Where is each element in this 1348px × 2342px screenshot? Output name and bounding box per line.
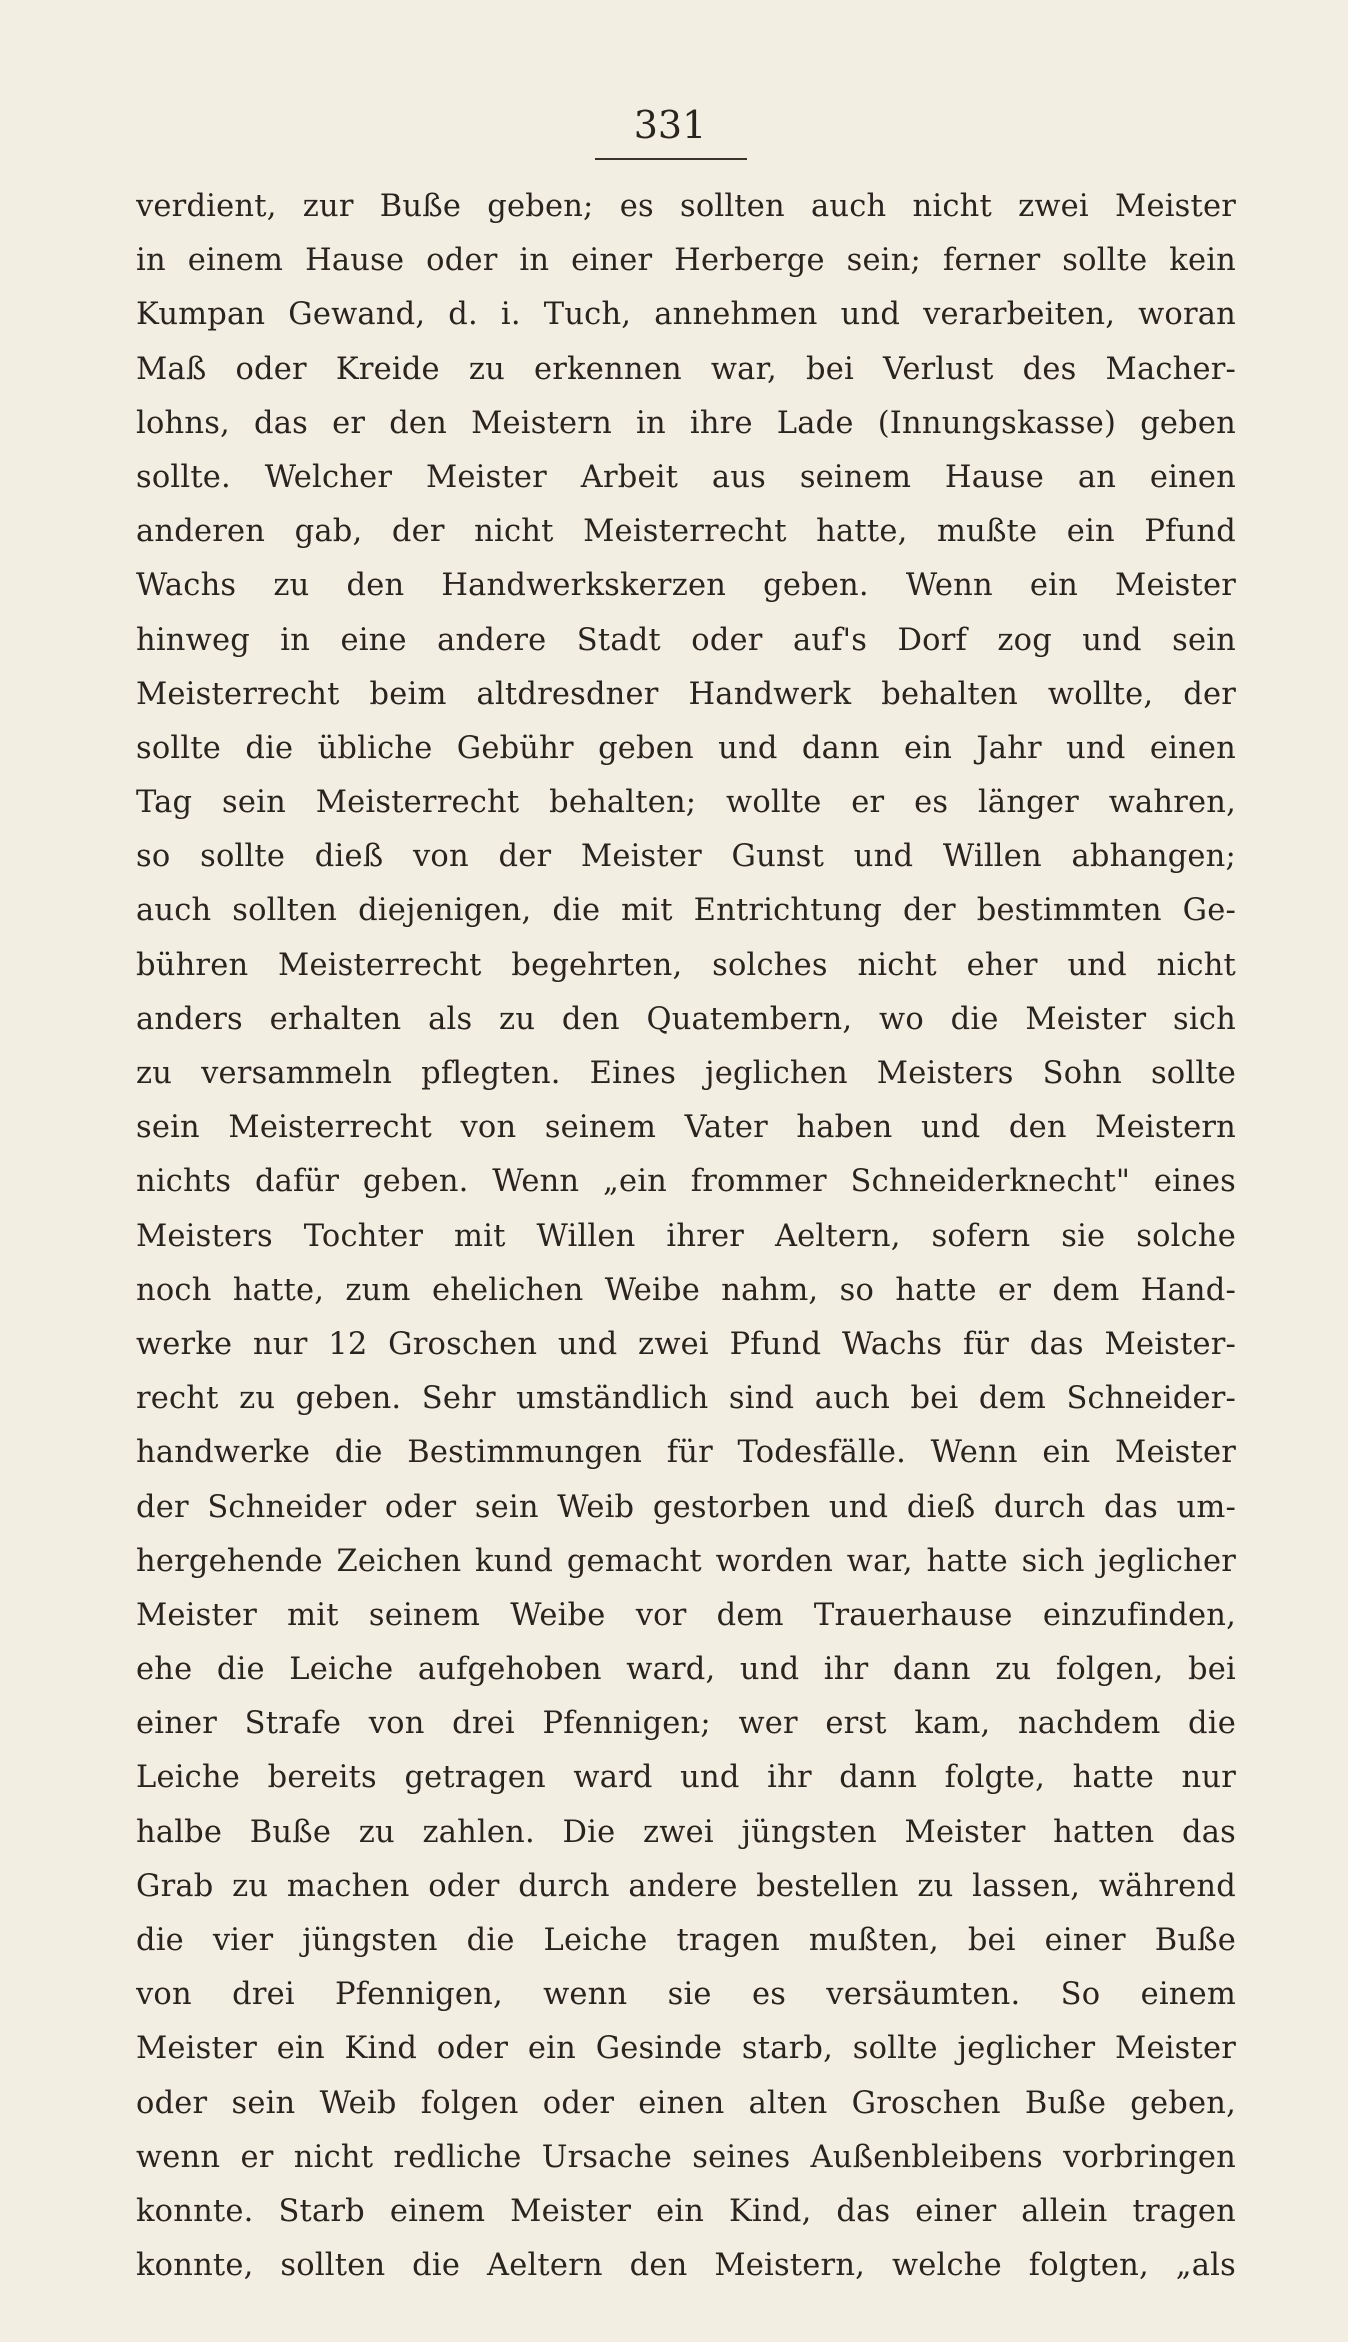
page-number: 331 bbox=[633, 103, 707, 147]
text-line: Grab zu machen oder durch andere bestellen zu lassen, während bbox=[136, 1868, 1236, 1904]
text-line: Meister ein Kind oder ein Gesinde starb, sollte jeglicher Meister bbox=[136, 2031, 1236, 2067]
text-line: hergehende Zeichen kund gemacht worden war, hatte sich jeglicher bbox=[136, 1543, 1236, 1579]
text-line: wenn er nicht redliche Ursache seines Außenbleibens vorbringen bbox=[136, 2139, 1236, 2175]
text-line: Kumpan Gewand, d. i. Tuch, annehmen und verarbeiten, woran bbox=[136, 297, 1236, 333]
text-line: einer Strafe von drei Pfennigen; wer erst kam, nachdem die bbox=[136, 1706, 1236, 1742]
text-line: oder sein Weib folgen oder einen alten Groschen Buße geben, bbox=[136, 2085, 1236, 2121]
text-line: auch sollten diejenigen, die mit Entrichtung der bestimmten Ge- bbox=[136, 893, 1236, 929]
text-line: anders erhalten als zu den Quatembern, wo die Meister sich bbox=[136, 1001, 1236, 1037]
text-line: in einem Hause oder in einer Herberge sein; ferner sollte kein bbox=[136, 243, 1236, 279]
text-line: nichts dafür geben. Wenn „ein frommer Schneiderknecht" eines bbox=[136, 1164, 1236, 1200]
text-line: sollte. Welcher Meister Arbeit aus seinem Hause an einen bbox=[136, 459, 1236, 495]
text-line: Meister mit seinem Weibe vor dem Trauerhause einzufinden, bbox=[136, 1597, 1236, 1633]
text-line: recht zu geben. Sehr umständlich sind auch bei dem Schneider- bbox=[136, 1381, 1236, 1417]
text-line: sein Meisterrecht von seinem Vater haben und den Meistern bbox=[136, 1110, 1236, 1146]
text-line: halbe Buße zu zahlen. Die zwei jüngsten Meister hatten das bbox=[136, 1814, 1236, 1850]
text-line: die vier jüngsten die Leiche tragen mußten, bei einer Buße bbox=[136, 1923, 1236, 1958]
text-line: hinweg in eine andere Stadt oder auf's Dorf zog und sein bbox=[136, 622, 1236, 658]
text-line: sollte die übliche Gebühr geben und dann ein Jahr und einen bbox=[136, 730, 1236, 766]
text-line: zu versammeln pflegten. Eines jeglichen Meisters Sohn sollte bbox=[136, 1056, 1236, 1091]
text-line: Meisterrecht beim altdresdner Handwerk behalten wollte, der bbox=[136, 676, 1236, 712]
text-line: lohns, das er den Meistern in ihre Lade (Innungskasse) geben bbox=[136, 405, 1236, 441]
text-line: von drei Pfennigen, wenn sie es versäumten. So einem bbox=[136, 1977, 1236, 2013]
header-rule bbox=[595, 158, 747, 160]
text-line: Leiche bereits getragen ward und ihr dann folgte, hatte nur bbox=[136, 1760, 1236, 1796]
body-text bbox=[136, 180, 1236, 2300]
text-line: Meisters Tochter mit Willen ihrer Aeltern, sofern sie solche bbox=[136, 1218, 1236, 1254]
text-line: werke nur 12 Groschen und zwei Pfund Wachs für das Meister- bbox=[136, 1326, 1236, 1362]
text-line: bühren Meisterrecht begehrten, solches nicht eher und nicht bbox=[136, 947, 1236, 983]
text-line: anderen gab, der nicht Meisterrecht hatte, mußte ein Pfund bbox=[136, 514, 1236, 550]
text-line: Tag sein Meisterrecht behalten; wollte er es länger wahren, bbox=[136, 785, 1236, 821]
text-line: der Schneider oder sein Weib gestorben und dieß durch das um- bbox=[136, 1489, 1236, 1525]
text-line: Wachs zu den Handwerkskerzen geben. Wenn ein Meister bbox=[136, 568, 1236, 604]
text-line: noch hatte, zum ehelichen Weibe nahm, so hatte er dem Hand- bbox=[136, 1272, 1236, 1308]
text-line: ehe die Leiche aufgehoben ward, und ihr dann zu folgen, bei bbox=[136, 1652, 1236, 1688]
text-line: verdient, zur Buße geben; es sollten auch nicht zwei Meister bbox=[136, 189, 1236, 224]
text-line: Maß oder Kreide zu erkennen war, bei Verlust des Macher- bbox=[136, 351, 1236, 387]
text-line: konnte. Starb einem Meister ein Kind, das einer allein tragen bbox=[136, 2193, 1236, 2229]
text-line: handwerke die Bestimmungen für Todesfälle. Wenn ein Meister bbox=[136, 1435, 1236, 1471]
text-line: so sollte dieß von der Meister Gunst und Willen abhangen; bbox=[136, 839, 1236, 875]
text-line: konnte, sollten die Aeltern den Meistern, welche folgten, „als bbox=[136, 2248, 1236, 2284]
